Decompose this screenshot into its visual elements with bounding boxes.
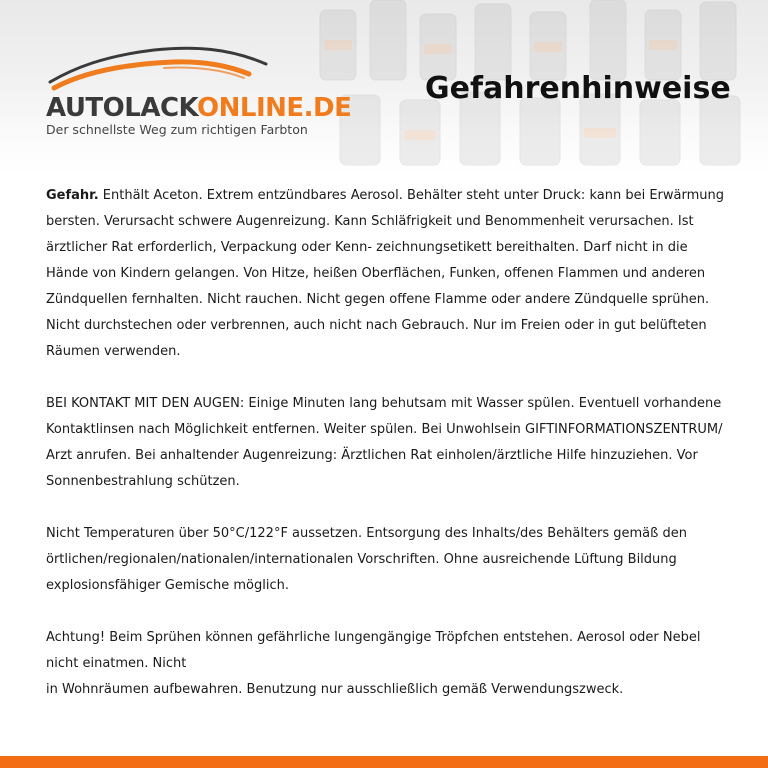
- brand-logo[interactable]: [44, 38, 352, 138]
- car-silhouette-icon: [44, 38, 274, 98]
- brand-name-part2: ONLINE.DE: [197, 93, 352, 123]
- caution-text-line2: in Wohnräumen aufbewahren. Benutzung nur ausschließlich gemäß Verwendungszweck.: [46, 682, 624, 697]
- hazard-paragraph-eye-contact: BEI KONTAKT MIT DEN AUGEN: Einige Minuten lang behutsam mit Wasser spülen. Eventuell vorhandene Kontaktlinsen nach Möglichkeit entfernen. Weiter spülen. Bei Unwohlsein GIFTINFORMATIONSZENTRUM/ Arzt anrufen. Bei anhaltender Augenreizung: Ärztlichen Rat einholen/ärztliche Hilfe hinzuziehen. Vor Sonnenbestrahlung schützen.: [46, 396, 723, 489]
- hazard-paragraph-danger: [46, 183, 732, 365]
- hazard-paragraph-caution: [46, 625, 732, 703]
- brand-tagline: Der schnellste Weg zum richtigen Farbton: [46, 122, 308, 137]
- danger-text: Enthält Aceton. Extrem entzündbares Aerosol. Behälter steht unter Druck: kann bei Erwärmung bersten. Verursacht schwere Augenreizung. Kann Schläfrigkeit und Benommenheit verursachen. Ist ärztlicher Rat erforderlich, Verpackung oder Kenn- zeichnungsetikett bereithalten. Darf nicht in die Hände von Kindern gelangen. Von Hitze, heißen Oberflächen, Funken, offenen Flammen und anderen Zündquellen fernhalten. Nicht rauchen. Nicht gegen offene Flamme oder andere Zündquelle sprühen. Nicht durchstechen oder verbrennen, auch nicht nach Gebrauch. Nur im Freien oder in gut belüfteten Räumen verwenden.: [46, 188, 724, 359]
- danger-signal-word: Gefahr.: [46, 188, 99, 203]
- caution-text-line1: Achtung! Beim Sprühen können gefährliche lungengängige Tröpfchen entstehen. Aerosol oder Nebel nicht einatmen. Nicht: [46, 630, 701, 671]
- hazard-statements: [46, 183, 732, 729]
- brand-name-part1: AUTOLACK: [46, 93, 198, 123]
- hazard-paragraph-temperature: Nicht Temperaturen über 50°C/122°F aussetzen. Entsorgung des Inhalts/des Behälters gemäß den örtlichen/regionalen/nationalen/internationalen Vorschriften. Ohne ausreichende Lüftung Bildung explosionsfähiger Gemische möglich.: [46, 526, 687, 593]
- brand-wordmark: [46, 95, 351, 121]
- footer-accent-bar: [0, 756, 768, 768]
- page-title: Gefahrenhinweise: [425, 71, 731, 106]
